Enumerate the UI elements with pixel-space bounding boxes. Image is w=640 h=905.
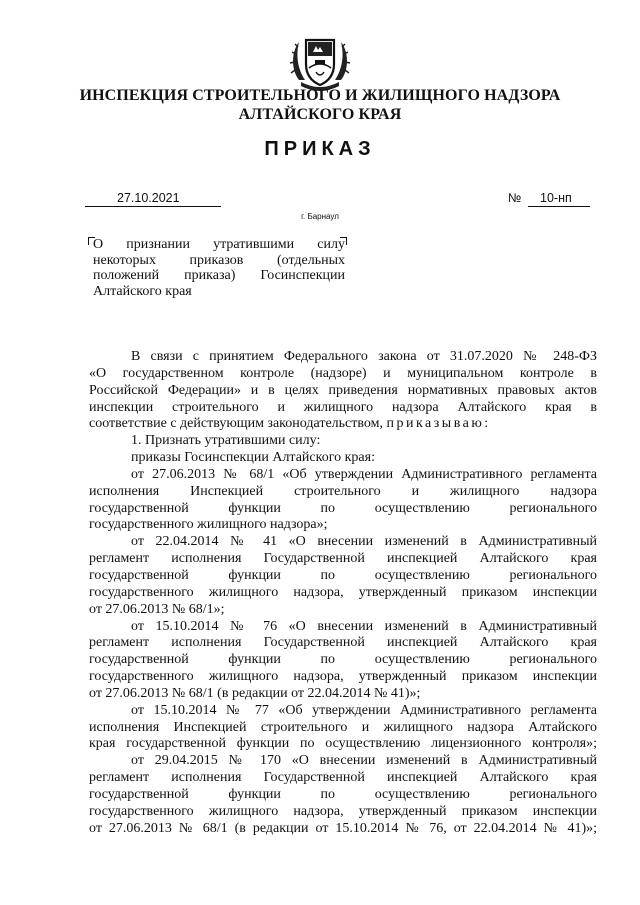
order-entry-line: от 27.06.2013 № 68/1 (в редакции от 22.04.2014 № 41)»; [89, 685, 421, 701]
subject-line: О признании утратившими силу [93, 237, 345, 252]
order-entry-line: государственной функции по осуществлению регионального [89, 652, 597, 668]
order-entry-line: от 22.04.2014 № 41 «О внесении изменений в Административный [131, 534, 597, 550]
document-number: 10-нп [528, 191, 590, 207]
order-entry-line: регламент исполнения Государственной инспекцией Алтайского края [89, 635, 597, 651]
order-entry-line: от 27.06.2013 № 68/1 «Об утверждении Административного регламента [131, 466, 597, 482]
order-keyword: приказываю [386, 416, 485, 432]
subject-line: некоторых приказов (отдельных [93, 252, 345, 268]
order-subject [93, 237, 345, 299]
order-entry-line: государственной функции по осуществлению регионального [89, 786, 597, 802]
order-entry-line: государственного жилищного надзора, утвержденный приказом инспекции [89, 669, 597, 685]
preamble-text: соответствие с действующим законодательством, [89, 416, 387, 432]
body-line: В связи с принятием Федерального закона от 31.07.2020 № 248-ФЗ [131, 349, 597, 364]
document-city: г. Барнаул [301, 212, 339, 221]
document-date: 27.10.2021 [85, 191, 221, 207]
order-entry-line: государственной функции по осуществлению регионального [89, 500, 597, 516]
number-sign: № [508, 191, 522, 205]
order-entry-line: края государственной функции по осуществлению лицензионного контроля»; [89, 736, 597, 752]
body-line: «О государственном контроле (надзоре) и муниципальном контроле в [89, 365, 597, 381]
order-entry-line: от 15.10.2014 № 77 «Об утверждении Административного регламента [131, 702, 597, 718]
organization-region: АЛТАЙСКОГО КРАЯ [238, 106, 402, 123]
order-entry-line: от 27.06.2013 № 68/1»; [89, 601, 225, 617]
order-entry-line: регламент исполнения Государственной инспекцией Алтайского края [89, 551, 597, 567]
body-line: инспекции строительного и жилищного надзора Алтайского края в [89, 399, 597, 415]
order-entry-line: государственной функции по осуществлению регионального [89, 567, 597, 583]
document-type: ПРИКАЗ [264, 138, 376, 160]
body-line [89, 416, 597, 433]
order-entry-line: государственного жилищного надзора, утвержденный приказом инспекции [89, 584, 597, 600]
order-entry-line: исполнения Инспекцией строительного и жилищного надзора [89, 483, 597, 499]
item-heading: 1. Признать утратившими силу: [131, 433, 321, 449]
order-entry-line: государственного жилищного надзора, утвержденный приказом инспекции [89, 803, 597, 819]
subject-line: Алтайского края [93, 283, 192, 299]
order-entry-line: регламент исполнения Государственной инспекцией Алтайского края [89, 770, 597, 786]
item-subheading: приказы Госинспекции Алтайского края: [131, 450, 375, 466]
body-line: Российской Федерации» и в целях приведения нормативных правовых актов [89, 382, 597, 398]
order-entry-line: исполнения Инспекцией строительного и жилищного надзора Алтайского [89, 719, 597, 735]
order-body [89, 349, 597, 837]
order-entry-line: от 15.10.2014 № 76 «О внесении изменений в Административный [131, 618, 597, 634]
subject-line: положений приказа) Госинспекции [93, 268, 345, 283]
preamble-colon: : [484, 416, 489, 432]
organization-name: ИНСПЕКЦИЯ СТРОИТЕЛЬНОГО И ЖИЛИЩНОГО НАДЗОРА [79, 87, 561, 104]
order-entry-line: от 27.06.2013 № 68/1 (в редакции от 15.10.2014 № 76, от 22.04.2014 № 41)»; [89, 820, 597, 836]
order-entry-line: от 29.04.2015 № 170 «О внесении изменений в Административный [131, 753, 597, 769]
order-entry-line: государственного жилищного надзора»; [89, 517, 328, 533]
